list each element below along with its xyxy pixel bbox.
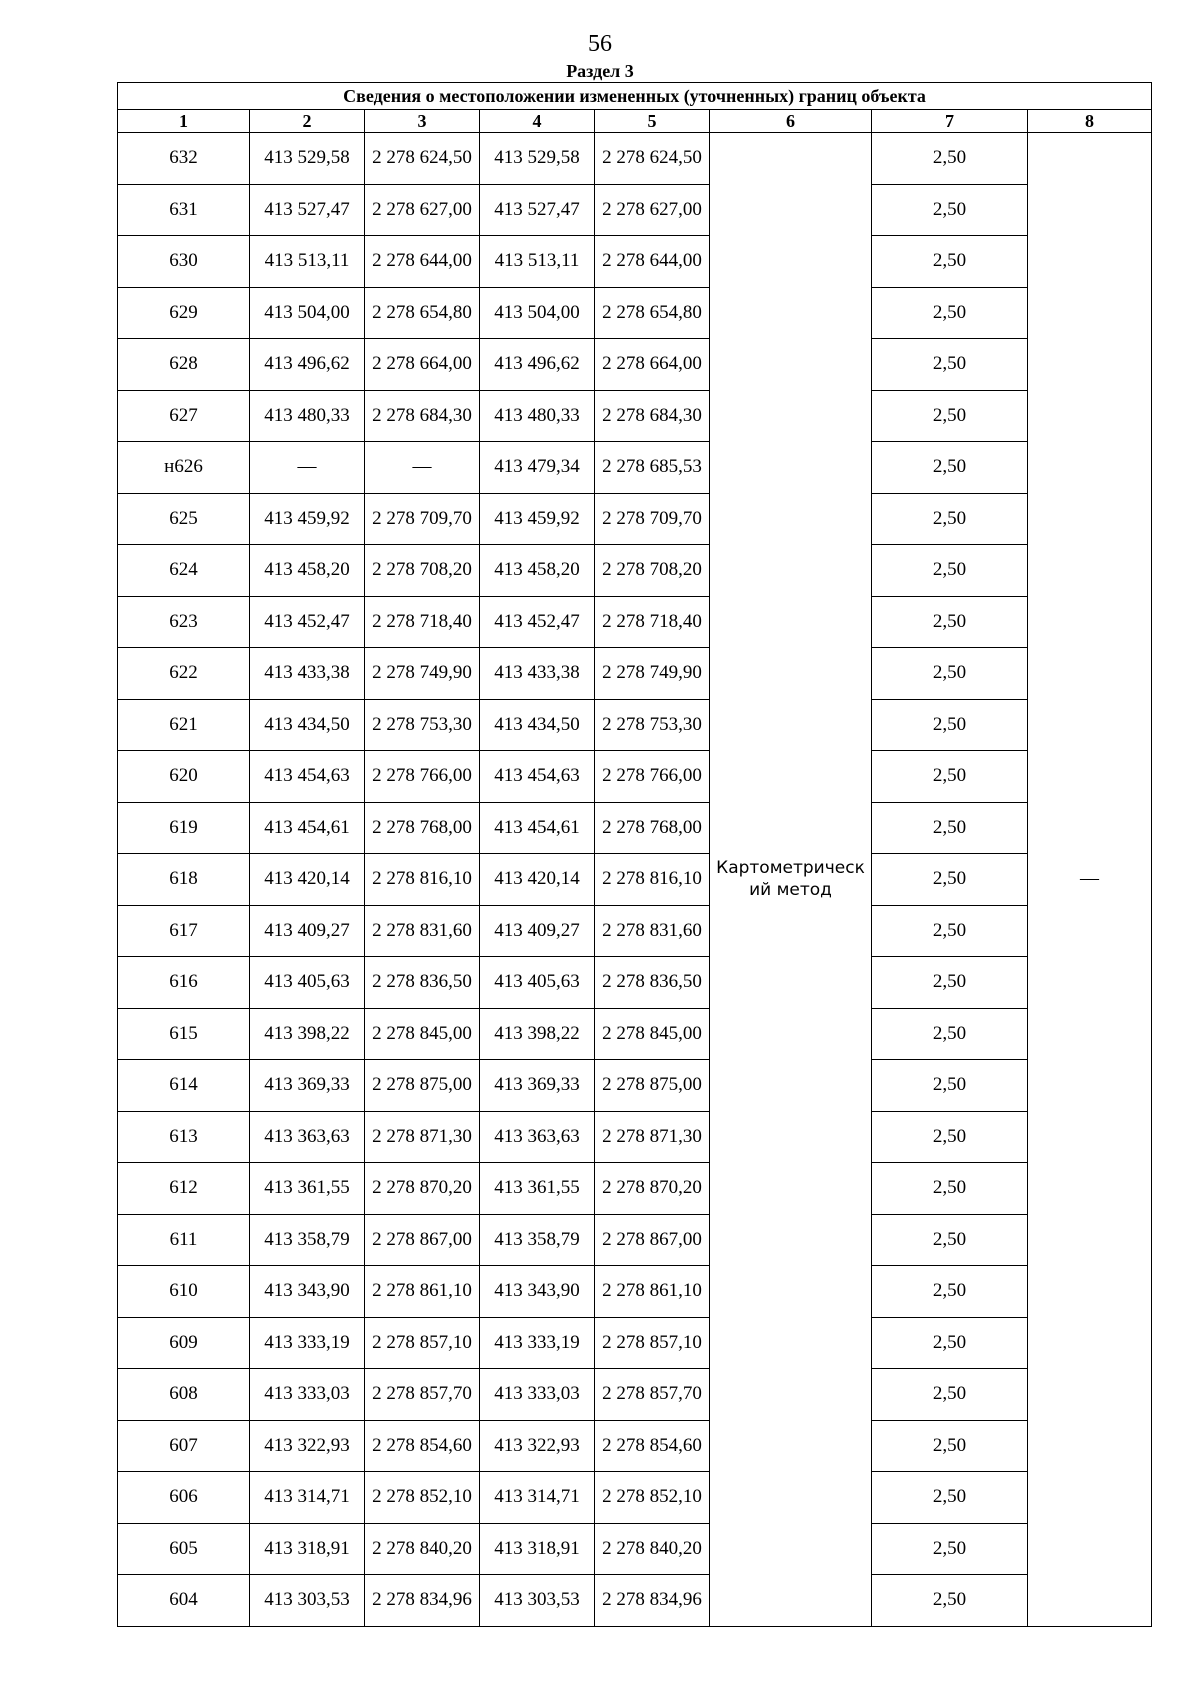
- x-old-cell: 413 314,71: [250, 1472, 365, 1524]
- accuracy-cell: 2,50: [872, 751, 1028, 803]
- x-new-cell: 413 433,38: [480, 648, 595, 700]
- column-number: 4: [480, 110, 595, 133]
- y-new-cell: 2 278 644,00: [595, 236, 710, 288]
- y-old-cell: 2 278 836,50: [365, 957, 480, 1009]
- y-new-cell: 2 278 685,53: [595, 442, 710, 494]
- x-new-cell: 413 333,03: [480, 1369, 595, 1421]
- x-old-cell: 413 504,00: [250, 287, 365, 339]
- x-old-cell: 413 303,53: [250, 1575, 365, 1627]
- x-new-cell: 413 318,91: [480, 1523, 595, 1575]
- table-row: [118, 1060, 1152, 1112]
- table-row: [118, 390, 1152, 442]
- x-new-cell: 413 480,33: [480, 390, 595, 442]
- x-new-cell: 413 420,14: [480, 854, 595, 906]
- x-old-cell: 413 434,50: [250, 699, 365, 751]
- y-new-cell: 2 278 768,00: [595, 802, 710, 854]
- point-number-cell: 615: [118, 1008, 250, 1060]
- accuracy-cell: 2,50: [872, 184, 1028, 236]
- x-new-cell: 413 504,00: [480, 287, 595, 339]
- y-old-cell: 2 278 766,00: [365, 751, 480, 803]
- accuracy-cell: 2,50: [872, 802, 1028, 854]
- y-new-cell: 2 278 718,40: [595, 596, 710, 648]
- x-new-cell: 413 513,11: [480, 236, 595, 288]
- point-number-cell: 618: [118, 854, 250, 906]
- accuracy-cell: 2,50: [872, 236, 1028, 288]
- y-old-cell: 2 278 768,00: [365, 802, 480, 854]
- x-old-cell: 413 452,47: [250, 596, 365, 648]
- accuracy-cell: 2,50: [872, 854, 1028, 906]
- y-old-cell: 2 278 624,50: [365, 133, 480, 185]
- point-number-cell: 621: [118, 699, 250, 751]
- y-old-cell: 2 278 709,70: [365, 493, 480, 545]
- y-new-cell: 2 278 871,30: [595, 1111, 710, 1163]
- point-number-cell: 608: [118, 1369, 250, 1421]
- x-new-cell: 413 405,63: [480, 957, 595, 1009]
- x-old-cell: —: [250, 442, 365, 494]
- x-old-cell: 413 454,63: [250, 751, 365, 803]
- table-row: [118, 1472, 1152, 1524]
- point-number-cell: 614: [118, 1060, 250, 1112]
- x-new-cell: 413 322,93: [480, 1420, 595, 1472]
- point-number-cell: 617: [118, 905, 250, 957]
- x-old-cell: 413 496,62: [250, 339, 365, 391]
- y-old-cell: 2 278 870,20: [365, 1163, 480, 1215]
- method-cell: Картометрический метод: [710, 133, 872, 1627]
- x-new-cell: 413 529,58: [480, 133, 595, 185]
- y-new-cell: 2 278 753,30: [595, 699, 710, 751]
- point-number-cell: 625: [118, 493, 250, 545]
- y-old-cell: 2 278 845,00: [365, 1008, 480, 1060]
- table-row: [118, 493, 1152, 545]
- accuracy-cell: 2,50: [872, 1266, 1028, 1318]
- y-new-cell: 2 278 816,10: [595, 854, 710, 906]
- y-new-cell: 2 278 709,70: [595, 493, 710, 545]
- x-new-cell: 413 361,55: [480, 1163, 595, 1215]
- x-old-cell: 413 358,79: [250, 1214, 365, 1266]
- x-old-cell: 413 459,92: [250, 493, 365, 545]
- x-old-cell: 413 318,91: [250, 1523, 365, 1575]
- y-old-cell: 2 278 854,60: [365, 1420, 480, 1472]
- accuracy-cell: 2,50: [872, 648, 1028, 700]
- accuracy-cell: 2,50: [872, 133, 1028, 185]
- point-number-cell: 607: [118, 1420, 250, 1472]
- section-title: Раздел 3: [566, 61, 634, 81]
- table-row: [118, 1266, 1152, 1318]
- x-old-cell: 413 333,03: [250, 1369, 365, 1421]
- y-old-cell: 2 278 627,00: [365, 184, 480, 236]
- x-new-cell: 413 434,50: [480, 699, 595, 751]
- accuracy-cell: 2,50: [872, 1369, 1028, 1421]
- point-number-cell: 632: [118, 133, 250, 185]
- x-old-cell: 413 433,38: [250, 648, 365, 700]
- accuracy-cell: 2,50: [872, 1523, 1028, 1575]
- y-new-cell: 2 278 852,10: [595, 1472, 710, 1524]
- x-new-cell: 413 527,47: [480, 184, 595, 236]
- table-row: [118, 1163, 1152, 1215]
- y-old-cell: 2 278 840,20: [365, 1523, 480, 1575]
- point-number-cell: 619: [118, 802, 250, 854]
- table-row: [118, 1111, 1152, 1163]
- x-old-cell: 413 458,20: [250, 545, 365, 597]
- y-old-cell: 2 278 718,40: [365, 596, 480, 648]
- point-number-cell: 612: [118, 1163, 250, 1215]
- y-new-cell: 2 278 684,30: [595, 390, 710, 442]
- accuracy-cell: 2,50: [872, 699, 1028, 751]
- accuracy-cell: 2,50: [872, 339, 1028, 391]
- y-new-cell: 2 278 836,50: [595, 957, 710, 1009]
- point-number-cell: 628: [118, 339, 250, 391]
- table-row: [118, 1523, 1152, 1575]
- y-new-cell: 2 278 627,00: [595, 184, 710, 236]
- y-new-cell: 2 278 834,96: [595, 1575, 710, 1627]
- point-number-cell: 604: [118, 1575, 250, 1627]
- point-number-cell: 611: [118, 1214, 250, 1266]
- point-number-cell: 627: [118, 390, 250, 442]
- y-new-cell: 2 278 867,00: [595, 1214, 710, 1266]
- point-number-cell: 622: [118, 648, 250, 700]
- table-row: [118, 1317, 1152, 1369]
- accuracy-cell: 2,50: [872, 287, 1028, 339]
- point-number-cell: 620: [118, 751, 250, 803]
- y-old-cell: 2 278 684,30: [365, 390, 480, 442]
- accuracy-cell: 2,50: [872, 1472, 1028, 1524]
- table-row: [118, 957, 1152, 1009]
- column-number: 2: [250, 110, 365, 133]
- table-row: [118, 184, 1152, 236]
- y-new-cell: 2 278 624,50: [595, 133, 710, 185]
- point-number-cell: н626: [118, 442, 250, 494]
- table-row: [118, 1008, 1152, 1060]
- x-new-cell: 413 303,53: [480, 1575, 595, 1627]
- x-new-cell: 413 409,27: [480, 905, 595, 957]
- table-row: [118, 1575, 1152, 1627]
- x-old-cell: 413 322,93: [250, 1420, 365, 1472]
- y-old-cell: 2 278 831,60: [365, 905, 480, 957]
- y-new-cell: 2 278 861,10: [595, 1266, 710, 1318]
- accuracy-cell: 2,50: [872, 905, 1028, 957]
- y-old-cell: 2 278 753,30: [365, 699, 480, 751]
- y-new-cell: 2 278 875,00: [595, 1060, 710, 1112]
- accuracy-cell: 2,50: [872, 1575, 1028, 1627]
- accuracy-cell: 2,50: [872, 1008, 1028, 1060]
- table-row: [118, 905, 1152, 957]
- x-new-cell: 413 454,61: [480, 802, 595, 854]
- x-new-cell: 413 358,79: [480, 1214, 595, 1266]
- boundary-coordinates-table: [117, 82, 1152, 1627]
- x-new-cell: 413 452,47: [480, 596, 595, 648]
- y-old-cell: 2 278 834,96: [365, 1575, 480, 1627]
- y-new-cell: 2 278 845,00: [595, 1008, 710, 1060]
- point-number-cell: 624: [118, 545, 250, 597]
- x-new-cell: 413 363,63: [480, 1111, 595, 1163]
- point-number-cell: 631: [118, 184, 250, 236]
- x-new-cell: 413 369,33: [480, 1060, 595, 1112]
- accuracy-cell: 2,50: [872, 1317, 1028, 1369]
- column-8-cell: —: [1028, 133, 1152, 1627]
- x-old-cell: 413 398,22: [250, 1008, 365, 1060]
- x-old-cell: 413 454,61: [250, 802, 365, 854]
- y-new-cell: 2 278 840,20: [595, 1523, 710, 1575]
- y-old-cell: —: [365, 442, 480, 494]
- x-old-cell: 413 363,63: [250, 1111, 365, 1163]
- column-number: 6: [710, 110, 872, 133]
- page-number: 56: [588, 31, 612, 57]
- table-row: [118, 339, 1152, 391]
- y-new-cell: 2 278 708,20: [595, 545, 710, 597]
- x-old-cell: 413 369,33: [250, 1060, 365, 1112]
- y-new-cell: 2 278 831,60: [595, 905, 710, 957]
- y-old-cell: 2 278 875,00: [365, 1060, 480, 1112]
- y-old-cell: 2 278 857,70: [365, 1369, 480, 1421]
- point-number-cell: 616: [118, 957, 250, 1009]
- y-old-cell: 2 278 816,10: [365, 854, 480, 906]
- table-row: [118, 648, 1152, 700]
- x-new-cell: 413 343,90: [480, 1266, 595, 1318]
- column-number: 3: [365, 110, 480, 133]
- point-number-cell: 606: [118, 1472, 250, 1524]
- point-number-cell: 623: [118, 596, 250, 648]
- y-old-cell: 2 278 857,10: [365, 1317, 480, 1369]
- x-new-cell: 413 333,19: [480, 1317, 595, 1369]
- column-number: 7: [872, 110, 1028, 133]
- y-old-cell: 2 278 871,30: [365, 1111, 480, 1163]
- x-old-cell: 413 529,58: [250, 133, 365, 185]
- point-number-cell: 610: [118, 1266, 250, 1318]
- table-row: [118, 545, 1152, 597]
- accuracy-cell: 2,50: [872, 1111, 1028, 1163]
- y-old-cell: 2 278 867,00: [365, 1214, 480, 1266]
- x-old-cell: 413 333,19: [250, 1317, 365, 1369]
- table-row: [118, 596, 1152, 648]
- accuracy-cell: 2,50: [872, 442, 1028, 494]
- y-old-cell: 2 278 664,00: [365, 339, 480, 391]
- x-new-cell: 413 479,34: [480, 442, 595, 494]
- accuracy-cell: 2,50: [872, 545, 1028, 597]
- y-new-cell: 2 278 766,00: [595, 751, 710, 803]
- table-row: [118, 1420, 1152, 1472]
- x-new-cell: 413 459,92: [480, 493, 595, 545]
- column-number: 5: [595, 110, 710, 133]
- x-old-cell: 413 480,33: [250, 390, 365, 442]
- x-old-cell: 413 409,27: [250, 905, 365, 957]
- x-new-cell: 413 398,22: [480, 1008, 595, 1060]
- y-new-cell: 2 278 857,70: [595, 1369, 710, 1421]
- y-new-cell: 2 278 664,00: [595, 339, 710, 391]
- y-new-cell: 2 278 854,60: [595, 1420, 710, 1472]
- y-new-cell: 2 278 857,10: [595, 1317, 710, 1369]
- point-number-cell: 630: [118, 236, 250, 288]
- accuracy-cell: 2,50: [872, 957, 1028, 1009]
- table-row: [118, 442, 1152, 494]
- y-old-cell: 2 278 861,10: [365, 1266, 480, 1318]
- accuracy-cell: 2,50: [872, 1163, 1028, 1215]
- x-new-cell: 413 454,63: [480, 751, 595, 803]
- point-number-cell: 629: [118, 287, 250, 339]
- y-old-cell: 2 278 654,80: [365, 287, 480, 339]
- y-new-cell: 2 278 654,80: [595, 287, 710, 339]
- x-old-cell: 413 361,55: [250, 1163, 365, 1215]
- accuracy-cell: 2,50: [872, 1214, 1028, 1266]
- table-row: [118, 751, 1152, 803]
- x-old-cell: 413 405,63: [250, 957, 365, 1009]
- y-new-cell: 2 278 870,20: [595, 1163, 710, 1215]
- table-row: [118, 133, 1152, 185]
- table-body: [118, 133, 1152, 1627]
- y-old-cell: 2 278 708,20: [365, 545, 480, 597]
- table-row: [118, 854, 1152, 906]
- table-row: [118, 1214, 1152, 1266]
- point-number-cell: 613: [118, 1111, 250, 1163]
- accuracy-cell: 2,50: [872, 596, 1028, 648]
- x-old-cell: 413 420,14: [250, 854, 365, 906]
- y-old-cell: 2 278 749,90: [365, 648, 480, 700]
- x-old-cell: 413 527,47: [250, 184, 365, 236]
- accuracy-cell: 2,50: [872, 1060, 1028, 1112]
- table-row: [118, 287, 1152, 339]
- table-caption: Сведения о местоположении измененных (уточненных) границ объекта: [118, 83, 1152, 110]
- accuracy-cell: 2,50: [872, 493, 1028, 545]
- table-row: [118, 802, 1152, 854]
- y-old-cell: 2 278 852,10: [365, 1472, 480, 1524]
- table-row: [118, 1369, 1152, 1421]
- x-new-cell: 413 458,20: [480, 545, 595, 597]
- y-old-cell: 2 278 644,00: [365, 236, 480, 288]
- table-row: [118, 699, 1152, 751]
- point-number-cell: 609: [118, 1317, 250, 1369]
- table-row: [118, 236, 1152, 288]
- accuracy-cell: 2,50: [872, 390, 1028, 442]
- point-number-cell: 605: [118, 1523, 250, 1575]
- accuracy-cell: 2,50: [872, 1420, 1028, 1472]
- column-number: 8: [1028, 110, 1152, 133]
- x-old-cell: 413 343,90: [250, 1266, 365, 1318]
- column-number: 1: [118, 110, 250, 133]
- x-new-cell: 413 314,71: [480, 1472, 595, 1524]
- y-new-cell: 2 278 749,90: [595, 648, 710, 700]
- x-new-cell: 413 496,62: [480, 339, 595, 391]
- x-old-cell: 413 513,11: [250, 236, 365, 288]
